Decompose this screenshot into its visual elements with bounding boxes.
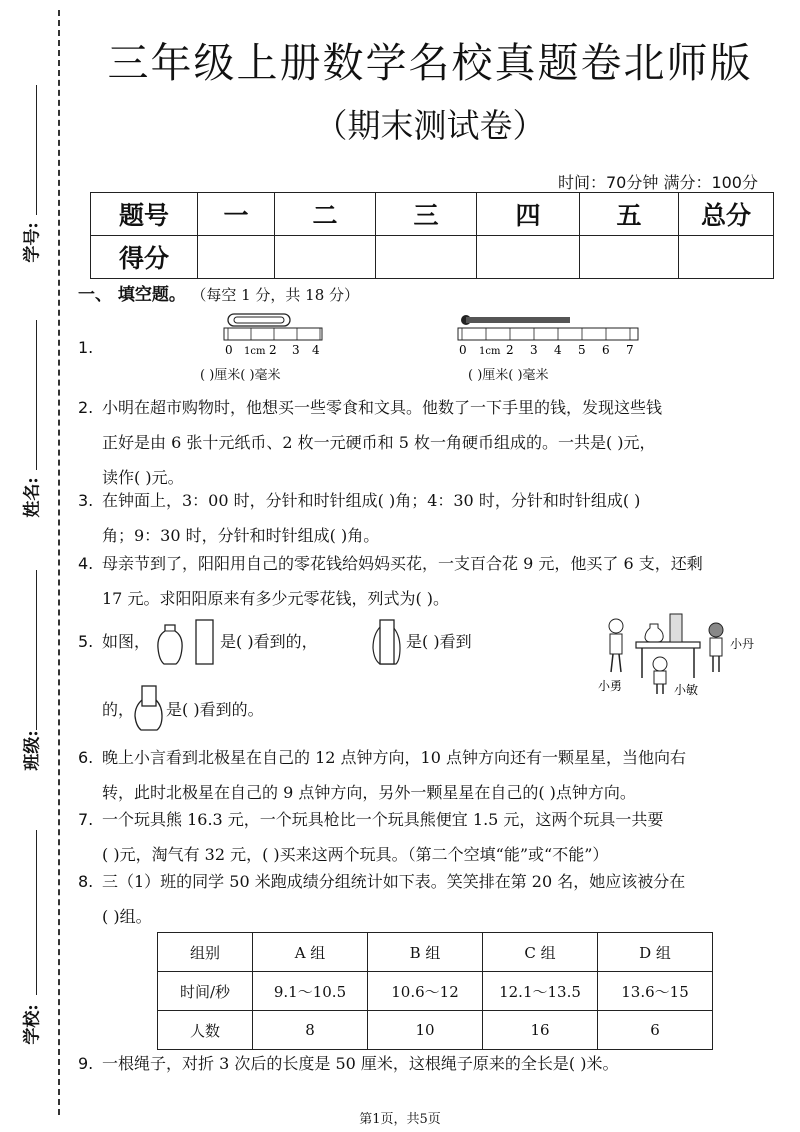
question-text: 是( )看到 [406,632,472,651]
ruler-tick-label: 3 [530,343,538,357]
question-text: 的， [102,700,135,719]
score-cell: 五 [580,193,679,236]
question-9 [78,1046,768,1081]
person-icon [609,619,623,633]
observer-name: 小勇 [598,679,623,693]
ruler-2-figure [452,310,642,360]
table-cell: 6 [598,1011,713,1050]
question-number: 5. [78,632,94,651]
question-number: 3. [78,491,94,510]
table-cell: 组别 [158,933,253,972]
section-title: 一、 填空题。 [78,285,186,305]
page-title: 三年级上册数学名校真题卷北师版 [107,39,753,87]
class-label: 班级: [22,730,43,771]
score-row-label: 得分 [91,236,198,279]
score-cell: 一 [198,193,275,236]
question-6 [78,740,768,810]
score-header-row [91,193,774,236]
ruler-tick-label: 0 [225,343,233,357]
page-footer: 第1页，共5页 [359,1112,441,1127]
table-row [158,1011,713,1050]
school-label: 学校: [22,1004,43,1045]
question-7 [78,802,768,872]
score-cell: 二 [275,193,376,236]
score-table [90,192,774,279]
question-4 [78,546,768,616]
vase-icon [645,624,663,642]
box-front-icon [194,618,216,666]
vase-front-icon [154,622,186,666]
ruler-tick-label: 4 [312,343,320,357]
table-row [158,972,713,1011]
question-text: 读作( )元。 [102,468,184,487]
person-icon [653,657,667,671]
group-table [157,932,713,1050]
table-cell: D 组 [598,933,713,972]
ruler-tick-label: 0 [459,343,467,357]
score-blank[interactable] [275,236,376,279]
observers-illustration [596,610,776,702]
score-blank[interactable] [477,236,580,279]
question-text: ( )组。 [102,907,152,926]
student-id-label: 学号: [22,222,43,263]
observer-name: 小丹 [730,637,755,651]
observer-name: 小敏 [674,683,699,697]
student-id-line [36,85,37,215]
school-line [36,830,37,995]
section-heading [78,280,359,305]
question-text: 是( )看到的， [220,632,318,651]
question-number: 8. [78,872,94,891]
question-text: 17 元。求阳阳原来有多少元零花钱，列式为( )。 [102,589,450,608]
ruler-1-figure [218,310,328,360]
ruler-tick-label: 3 [292,343,300,357]
ruler-tick-label: 1cm [244,346,266,357]
question-text: 小明在超市购物时，他想买一些零食和文具。他数了一下手里的钱，发现这些钱 [102,398,663,417]
binding-sidebar [0,0,62,1132]
score-input-row [91,236,774,279]
score-cell: 总分 [679,193,774,236]
question-text: 在钟面上，3：00 时，分针和时针组成( )角；4：30 时，分针和时针组成( ) [102,491,641,510]
question-text: 母亲节到了，阳阳用自己的零花钱给妈妈买花，一支百合花 9 元，他买了 6 支，还剩 [102,554,703,573]
question-text: 一个玩具熊 16.3 元，一个玩具枪比一个玩具熊便宜 1.5 元，这两个玩具一共要 [102,810,664,829]
exam-meta: 时间：70分钟 满分：100分 [558,173,758,192]
question-text: ( )元，淘气有 32 元，( )买来这两个玩具。（第二个空填“能”或“不能”） [102,845,609,864]
name-label: 姓名: [22,477,43,518]
question-text: 一根绳子，对折 3 次后的长度是 50 厘米，这根绳子原来的全长是( )米。 [102,1054,619,1073]
table-cell: 10.6～12 [368,972,483,1011]
box-vase-back-icon [131,684,165,732]
name-line [36,320,37,470]
table-cell: B 组 [368,933,483,972]
page-subtitle: （期末测试卷） [314,106,546,145]
score-blank[interactable] [376,236,477,279]
vase-box-side-icon [368,618,404,666]
table-cell: A 组 [253,933,368,972]
table-cell: 12.1～13.5 [483,972,598,1011]
question-8 [78,864,768,934]
question-number: 1. [78,338,94,357]
question-text: 是( )看到的。 [166,700,264,719]
question-3 [78,483,768,553]
question-text: 正好是由 6 张十元纸币、2 枚一元硬币和 5 枚一角硬币组成的。一共是( )元， [102,433,656,452]
question-1 [78,330,768,365]
paperclip-icon [228,314,290,326]
table-cell: 10 [368,1011,483,1050]
ruler-tick-label: 6 [602,343,610,357]
class-line [36,570,37,730]
question-text: 晚上小言看到北极星在自己的 12 点钟方向，10 点钟方向还有一颗星星，当他向右 [102,748,686,767]
score-blank[interactable] [580,236,679,279]
box-icon [670,614,682,642]
ruler-tick-label: 2 [269,343,277,357]
ruler-tick-label: 2 [506,343,514,357]
ruler-tick-label: 7 [626,343,634,357]
question-number: 7. [78,810,94,829]
question-text: 转，此时北极星在自己的 9 点钟方向，另外一颗星星在自己的( )点钟方向。 [102,783,636,802]
ruler-tick-label: 4 [554,343,562,357]
table-cell: 9.1～10.5 [253,972,368,1011]
question-number: 4. [78,554,94,573]
table-row [158,933,713,972]
person-icon [709,623,723,637]
score-blank[interactable] [198,236,275,279]
question-number: 6. [78,748,94,767]
question-text: 角；9：30 时，分针和时针组成( )角。 [102,526,380,545]
table-cell: 时间/秒 [158,972,253,1011]
table-icon [636,642,700,648]
question-number: 9. [78,1054,94,1073]
table-cell: C 组 [483,933,598,972]
score-blank[interactable] [679,236,774,279]
score-cell: 题号 [91,193,198,236]
ruler-tick-label: 1cm [479,346,501,357]
ruler-2-caption: ( )厘米( )毫米 [468,368,549,383]
question-text: 如图， [102,632,151,651]
question-number: 2. [78,398,94,417]
score-cell: 四 [477,193,580,236]
table-cell: 8 [253,1011,368,1050]
table-cell: 16 [483,1011,598,1050]
section-note: （每空 1 分，共 18 分） [191,286,360,304]
table-cell: 13.6～15 [598,972,713,1011]
ruler-1-caption: ( )厘米( )毫米 [200,368,281,383]
table-cell: 人数 [158,1011,253,1050]
ruler-tick-label: 5 [578,343,586,357]
score-cell: 三 [376,193,477,236]
question-2 [78,390,768,495]
question-text: 三（1）班的同学 50 米跑成绩分组统计如下表。笑笑排在第 20 名，她应该被分在 [102,872,686,891]
cut-line [58,10,60,1115]
